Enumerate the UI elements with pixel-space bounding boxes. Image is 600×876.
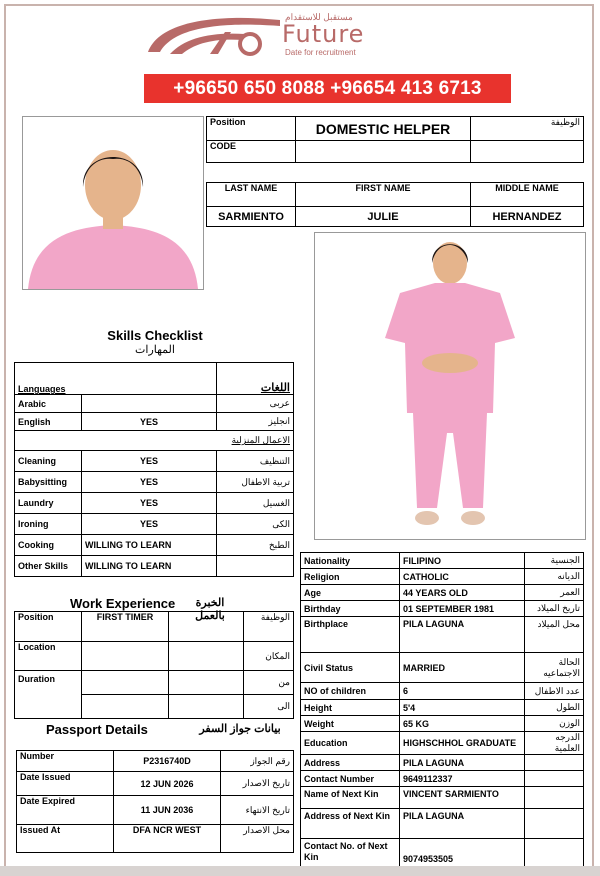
skill-label: Cooking [15,535,82,556]
position-table [206,116,584,163]
future-logo-icon [140,10,410,66]
personal-label: Contact Number [301,771,400,787]
skill-label: English [15,413,82,431]
personal-label-ar: الجنسية [525,553,584,569]
personal-value: PILA LAGUNA [400,755,525,771]
personal-value: 44 YEARS OLD [400,585,525,601]
passport-label: Issued At [17,825,114,853]
work-to-label-ar: الى [244,695,294,719]
personal-label-ar: الدرجه العلمية [525,732,584,755]
skill-label-ar [217,556,294,577]
personal-label: Address of Next Kin [301,809,400,839]
skill-label: Arabic [15,395,82,413]
personal-value: 6 [400,683,525,700]
personal-label: Name of Next Kin [301,787,400,809]
skill-value: YES [82,493,217,514]
company-logo [140,10,410,66]
brand-tagline: Date for recruitment [285,48,356,57]
skill-value: YES [82,451,217,472]
skill-label-ar: عربى [217,395,294,413]
languages-label: Languages [15,363,217,395]
personal-value: MARRIED [400,653,525,683]
personal-value: CATHOLIC [400,569,525,585]
skill-value: YES [82,413,217,431]
personal-value: 65 KG [400,716,525,732]
position-label-ar: الوظيفة [471,117,584,141]
skill-value: WILLING TO LEARN [82,556,217,577]
work-title: Work Experience [70,596,176,611]
work-position-value: FIRST TIMER [82,612,169,642]
skill-label-ar: الكى [217,514,294,535]
skill-label-ar: تربية الاطفال [217,472,294,493]
skill-value: YES [82,472,217,493]
personal-label: Age [301,585,400,601]
passport-label: Date Expired [17,796,114,825]
passport-title-ar: بيانات جواز السفر [199,723,281,735]
position-label: Position [207,117,296,141]
personal-value: 9649112337 [400,771,525,787]
skill-label-ar: الغسيل [217,493,294,514]
personal-label: Religion [301,569,400,585]
passport-label-ar: تاريخ الانتهاء [221,796,294,825]
passport-title: Passport Details [46,722,148,737]
personal-label: Weight [301,716,400,732]
passport-value: 12 JUN 2026 [114,772,221,796]
skill-label: Ironing [15,514,82,535]
personal-label: Nationality [301,553,400,569]
passport-label: Number [17,751,114,772]
personal-label-ar: الطول [525,700,584,716]
personal-label-ar: عدد الاطفال [525,683,584,700]
middle-name-value: HERNANDEZ [471,207,584,227]
personal-value: 5'4 [400,700,525,716]
brand-arabic: مستقبل للاستقدام [285,12,353,22]
brand-name: Future [282,20,365,48]
personal-label-ar: الديانه [525,569,584,585]
last-name-value: SARMIENTO [207,207,296,227]
personal-value: VINCENT SARMIENTO [400,787,525,809]
personal-label: Education [301,732,400,755]
work-location-label: Location [15,642,82,671]
personal-label: NO of children [301,683,400,700]
passport-label: Date Issued [17,772,114,796]
passport-label-ar: تاريخ الاصدار [221,772,294,796]
passport-label-ar: رقم الجواز [221,751,294,772]
personal-value: 01 SEPTEMBER 1981 [400,601,525,617]
personal-label: Birthday [301,601,400,617]
passport-value: P2316740D [114,751,221,772]
personal-label: Civil Status [301,653,400,683]
skill-label-ar: التنظيف [217,451,294,472]
work-title-ar: الخبرة بالعمل [195,597,225,622]
work-from-label-ar: من [244,671,294,695]
personal-value: PILA LAGUNA [400,809,525,839]
full-body-photo [314,232,586,540]
bottom-strip [0,866,600,876]
last-name-label: LAST NAME [207,183,296,207]
skill-label: Babysitting [15,472,82,493]
passport-value: 11 JUN 2036 [114,796,221,825]
personal-label: Birthplace [301,617,400,653]
personal-value: FILIPINO [400,553,525,569]
personal-value: PILA LAGUNA [400,617,525,653]
skill-value [82,395,217,413]
personal-label-ar: تاريخ الميلاد [525,601,584,617]
skills-title: Skills Checklist [107,328,203,343]
code-value [296,141,471,163]
work-duration-label: Duration [15,671,82,719]
personal-label-ar: العمر [525,585,584,601]
skill-label-ar: انجليز [217,413,294,431]
portrait-photo [22,116,204,290]
work-position-label: Position [15,612,82,642]
work-table [14,611,294,719]
skill-label: Laundry [15,493,82,514]
skills-table [14,362,294,577]
work-position-label-ar: الوظيفة [244,612,294,642]
personal-table [300,552,584,867]
personal-label-ar: محل الميلاد [525,617,584,653]
personal-label-ar: الحالة الاجتماعيه [525,653,584,683]
middle-name-label: MIDDLE NAME [471,183,584,207]
code-label: CODE [207,141,296,163]
household-label-ar: الاعمال المنزلية [15,431,294,451]
personal-label: Contact No. of Next Kin [301,839,400,867]
first-name-label: FIRST NAME [296,183,471,207]
passport-table [16,750,294,853]
work-location-label-ar: المكان [244,642,294,671]
passport-label-ar: محل الاصدار [221,825,294,853]
skill-label: Cleaning [15,451,82,472]
skill-value: WILLING TO LEARN [82,535,217,556]
passport-value: DFA NCR WEST [114,825,221,853]
position-value: DOMESTIC HELPER [296,117,471,141]
personal-label-ar: الوزن [525,716,584,732]
personal-value: HIGHSCHHOL GRADUATE [400,732,525,755]
skill-value: YES [82,514,217,535]
phone-banner: +96650 650 8088 +96654 413 6713 [144,74,511,103]
personal-label: Address [301,755,400,771]
skill-label-ar: الطبخ [217,535,294,556]
personal-label: Height [301,700,400,716]
skill-label: Other Skills [15,556,82,577]
name-table [206,182,584,227]
first-name-value: JULIE [296,207,471,227]
personal-value: 9074953505 [400,839,525,867]
skills-title-ar: المهارات [135,344,175,356]
languages-label-ar: اللغات [217,363,294,395]
